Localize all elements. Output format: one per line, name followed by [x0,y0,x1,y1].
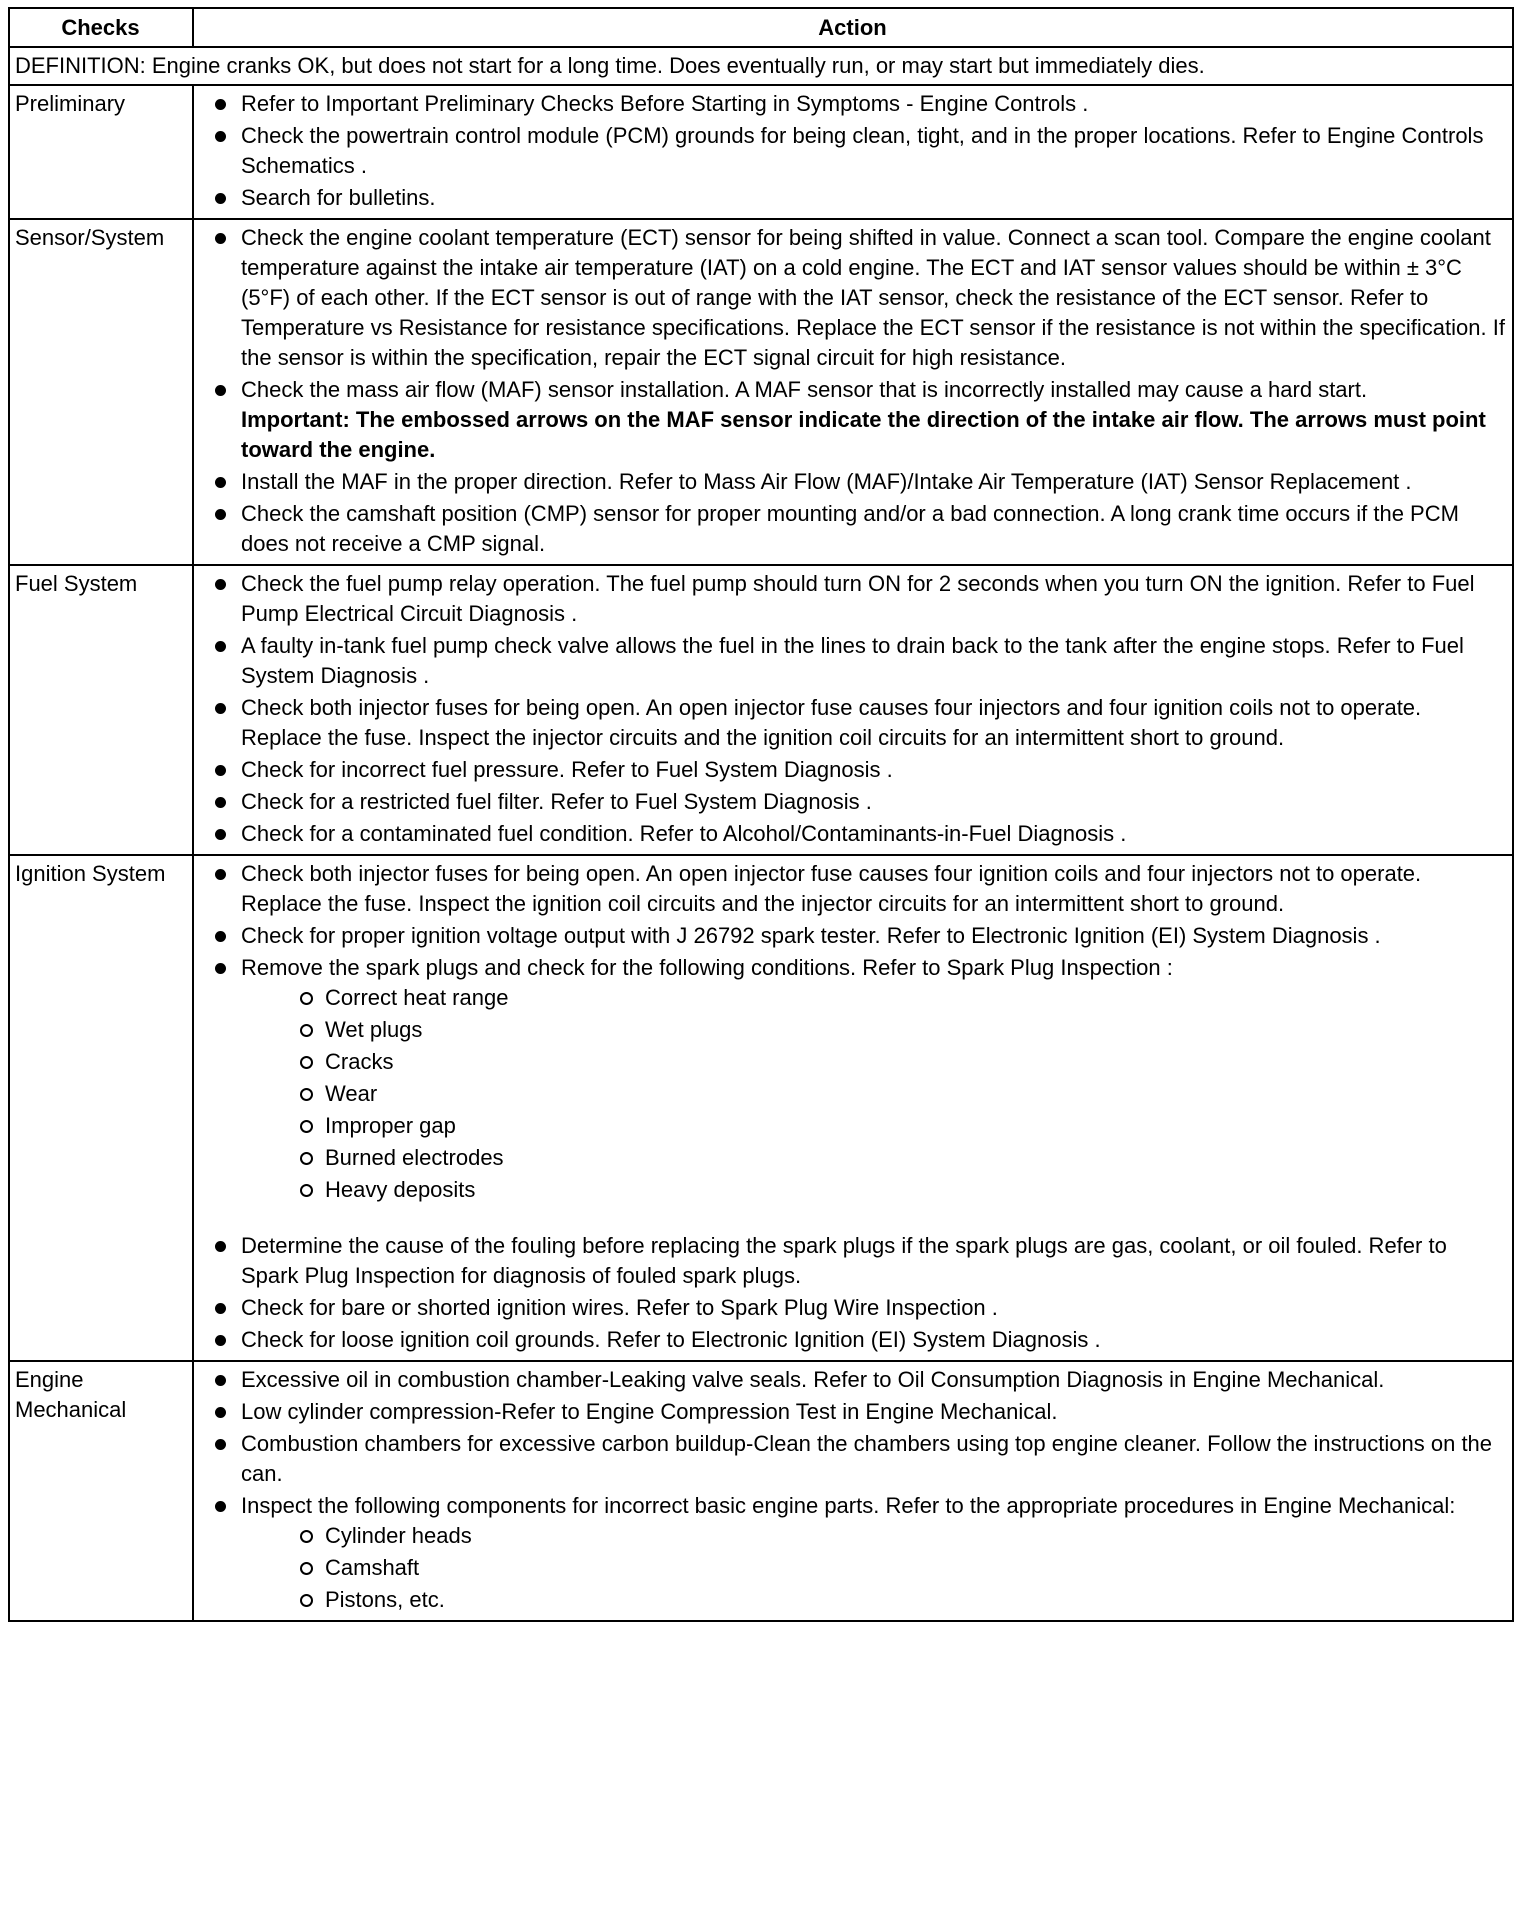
list-item [199,859,1506,919]
item-text: Check the engine coolant temperature (ECT) sensor for being shifted in value. Connect a scan tool. Compare the engine coolant temperature against the intake air temperature (IAT) on a cold engine. The ECT and IAT sensor values should be within ± 3°C (5°F) of each other. If the ECT sensor is out of range with the IAT sensor, check the resistance of the ECT sensor. Refer to Temperature vs Resistance for resistance specifications. Replace the ECT sensor if the resistance is not within the specification. If the sensor is within the specification, repair the ECT signal circuit for high resistance. [241,225,1505,370]
bullet-icon [215,509,226,520]
bullet-icon [215,963,226,974]
bullet-icon [215,869,226,880]
diagnostic-table [8,7,1514,1622]
circle-bullet-icon [300,1056,313,1069]
table-row [9,565,1513,855]
sub-item-text: Improper gap [325,1113,456,1138]
definition-text: DEFINITION: Engine cranks OK, but does not start for a long time. Does eventually run, or may start but immediately dies. [9,47,1513,85]
circle-bullet-icon [300,1594,313,1607]
sub-list-item [291,1079,1506,1109]
bullet-icon [215,193,226,204]
list-item [199,819,1506,849]
sub-item-text: Camshaft [325,1555,420,1580]
bullet-icon [215,1439,226,1450]
list-item [199,499,1506,559]
sub-item-text: Wear [325,1081,378,1106]
sub-list-item [291,1553,1506,1583]
item-text: Check for a restricted fuel filter. Refer to Fuel System Diagnosis . [241,789,872,814]
item-text: Check for a contaminated fuel condition. Refer to Alcohol/Contaminants-in-Fuel Diagnosis . [241,821,1127,846]
bullet-icon [215,99,226,110]
list-item [199,121,1506,181]
circle-bullet-icon [300,1024,313,1037]
bullet-icon [215,579,226,590]
list-item [199,183,1506,213]
circle-bullet-icon [300,1088,313,1101]
header-action: Action [193,8,1513,47]
item-text: Determine the cause of the fouling before replacing the spark plugs if the spark plugs are gas, coolant, or oil fouled. Refer to Spark Plug Inspection for diagnosis of fouled spark plugs. [241,1233,1447,1288]
item-text: Check for loose ignition coil grounds. Refer to Electronic Ignition (EI) System Diagnosis . [241,1327,1101,1352]
bullet-icon [215,797,226,808]
bullet-icon [215,829,226,840]
item-text: Remove the spark plugs and check for the following conditions. Refer to Spark Plug Inspection : [241,955,1173,980]
item-text: Search for bulletins. [241,185,436,210]
sub-item-text: Wet plugs [325,1017,423,1042]
check-label: Sensor/System [9,219,193,565]
item-text: Inspect the following components for incorrect basic engine parts. Refer to the appropriate procedures in Engine Mechanical: [241,1493,1456,1518]
list-item [199,569,1506,629]
sub-item-text: Correct heat range [325,985,509,1010]
item-text: Check both injector fuses for being open. An open injector fuse causes four injectors and four ignition coils not to operate. Replace the fuse. Inspect the injector circuits and the ignition coil circuits for an intermittent short to ground. [241,695,1422,750]
item-text: Check the powertrain control module (PCM) grounds for being clean, tight, and in the proper locations. Refer to Engine Controls Schematics . [241,123,1484,178]
item-text: Check for incorrect fuel pressure. Refer to Fuel System Diagnosis . [241,757,893,782]
table-row [9,85,1513,219]
circle-bullet-icon [300,1152,313,1165]
circle-bullet-icon [300,1562,313,1575]
bullet-icon [215,931,226,942]
list-item [199,631,1506,691]
item-text: Install the MAF in the proper direction. Refer to Mass Air Flow (MAF)/Intake Air Temperature (IAT) Sensor Replacement . [241,469,1412,494]
check-label: Preliminary [9,85,193,219]
item-text: A faulty in-tank fuel pump check valve allows the fuel in the lines to drain back to the tank after the engine stops. Refer to Fuel System Diagnosis . [241,633,1464,688]
sub-list [241,983,1506,1205]
list-item [199,953,1506,1229]
sub-list-item [291,1521,1506,1551]
header-row [9,8,1513,47]
sub-item-text: Cylinder heads [325,1523,472,1548]
bullet-icon [215,385,226,396]
check-label: Engine Mechanical [9,1361,193,1621]
item-text: Refer to Important Preliminary Checks Before Starting in Symptoms - Engine Controls . [241,91,1089,116]
list-item [199,1397,1506,1427]
action-cell [193,85,1513,219]
list-item [199,921,1506,951]
list-item [199,1325,1506,1355]
bullet-icon [215,641,226,652]
table-row [9,855,1513,1361]
list-item [199,1429,1506,1489]
item-text: Combustion chambers for excessive carbon buildup-Clean the chambers using top engine cleaner. Follow the instructions on the can. [241,1431,1493,1486]
item-text: Check for bare or shorted ignition wires. Refer to Spark Plug Wire Inspection . [241,1295,998,1320]
important-note: Important: The embossed arrows on the MAF sensor indicate the direction of the intake air flow. The arrows must point toward the engine. [241,407,1486,462]
list-item [199,89,1506,119]
sub-list-item [291,1143,1506,1173]
circle-bullet-icon [300,1530,313,1543]
bullet-icon [215,477,226,488]
circle-bullet-icon [300,1184,313,1197]
bullet-icon [215,703,226,714]
list-item [199,693,1506,753]
action-cell [193,219,1513,565]
circle-bullet-icon [300,992,313,1005]
check-label: Fuel System [9,565,193,855]
sub-list-item [291,1175,1506,1205]
item-text: Low cylinder compression-Refer to Engine Compression Test in Engine Mechanical. [241,1399,1058,1424]
sub-list [241,1521,1506,1615]
list-item [199,787,1506,817]
bullet-icon [215,1241,226,1252]
action-cell [193,565,1513,855]
item-text: Check the camshaft position (CMP) sensor for proper mounting and/or a bad connection. A long crank time occurs if the PCM does not receive a CMP signal. [241,501,1459,556]
bullet-icon [215,1375,226,1386]
list-item [199,223,1506,373]
circle-bullet-icon [300,1120,313,1133]
item-text: Check both injector fuses for being open. An open injector fuse causes four ignition coils and four injectors not to operate. Replace the fuse. Inspect the ignition coil circuits and the injector circuits for an intermittent short to ground. [241,861,1422,916]
sub-list-item [291,1585,1506,1615]
check-label: Ignition System [9,855,193,1361]
sub-item-text: Pistons, etc. [325,1587,445,1612]
definition-row [9,47,1513,85]
action-cell [193,1361,1513,1621]
list-item [199,755,1506,785]
sub-list-item [291,1015,1506,1045]
sub-item-text: Cracks [325,1049,394,1074]
list-item [199,467,1506,497]
item-text: Check the fuel pump relay operation. The fuel pump should turn ON for 2 seconds when you turn ON the ignition. Refer to Fuel Pump Electrical Circuit Diagnosis . [241,571,1475,626]
item-text: Excessive oil in combustion chamber-Leaking valve seals. Refer to Oil Consumption Diagnosis in Engine Mechanical. [241,1367,1385,1392]
action-cell [193,855,1513,1361]
list-item [199,375,1506,465]
table-row [9,219,1513,565]
bullet-icon [215,233,226,244]
bullet-icon [215,1335,226,1346]
item-text: Check for proper ignition voltage output with J 26792 spark tester. Refer to Electronic Ignition (EI) System Diagnosis . [241,923,1381,948]
sub-item-text: Heavy deposits [325,1177,476,1202]
list-item [199,1293,1506,1323]
header-checks: Checks [9,8,193,47]
list-item [199,1365,1506,1395]
bullet-icon [215,1407,226,1418]
list-item [199,1491,1506,1615]
list-item [199,1231,1506,1291]
sub-list-item [291,983,1506,1013]
item-text: Check the mass air flow (MAF) sensor installation. A MAF sensor that is incorrectly installed may cause a hard start. [241,377,1368,402]
bullet-icon [215,131,226,142]
bullet-icon [215,1501,226,1512]
table-row [9,1361,1513,1621]
sub-item-text: Burned electrodes [325,1145,504,1170]
bullet-icon [215,1303,226,1314]
bullet-icon [215,765,226,776]
sub-list-item [291,1047,1506,1077]
sub-list-item [291,1111,1506,1141]
